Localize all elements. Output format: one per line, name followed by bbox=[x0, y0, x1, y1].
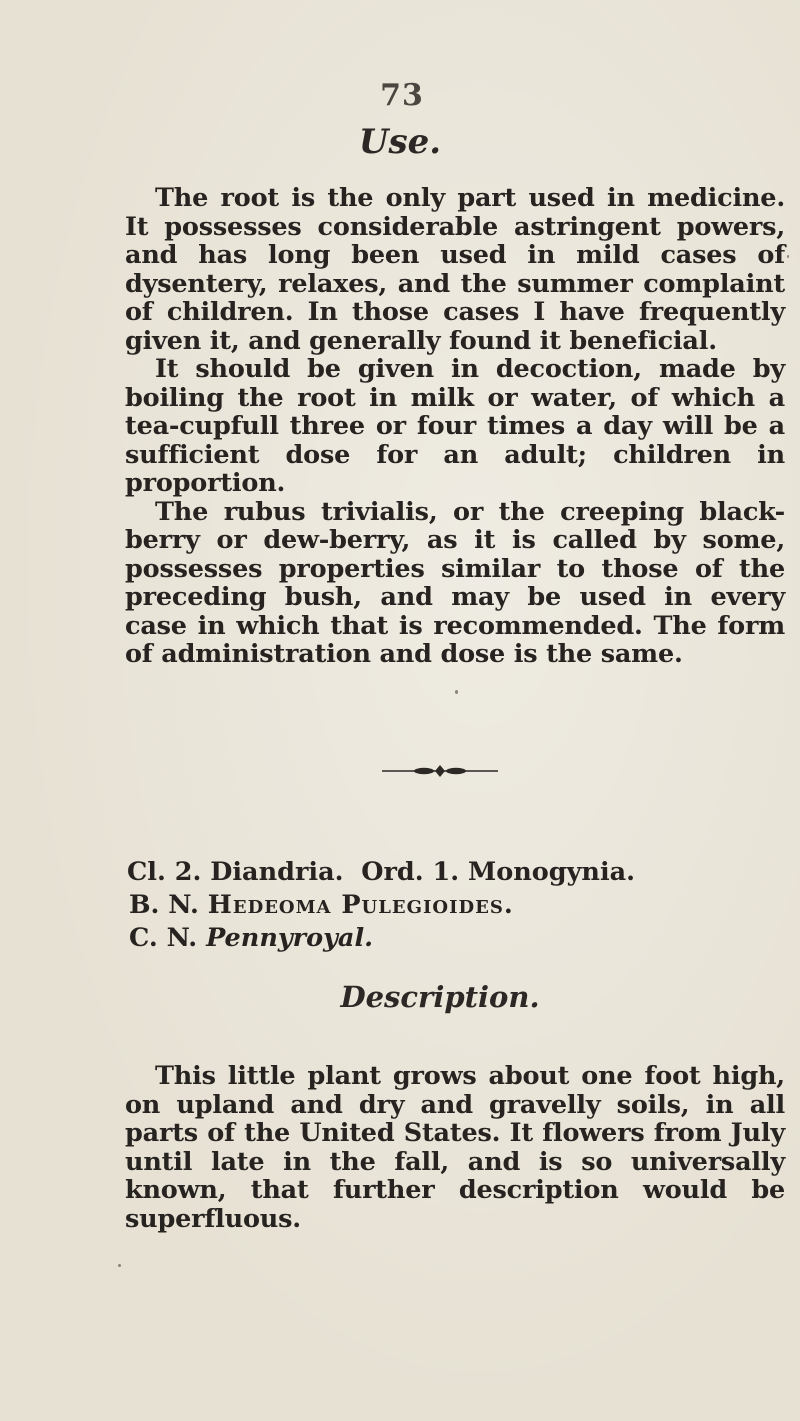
page-number: 73 bbox=[380, 78, 424, 113]
use-paragraph-root: The root is the only part used in medicine. It possesses considerable astringent powers, and has long been used in mild cases of dysentery, relaxes, and the summer complaint of children. In those cases I have frequently given it, and generally found it beneficial. bbox=[125, 183, 785, 356]
botanical-name: Hedeoma Pulegioides. bbox=[207, 890, 514, 920]
botanical-label: B. N. bbox=[129, 890, 199, 920]
paper-speck bbox=[455, 690, 458, 694]
order-name: Monogynia. bbox=[467, 857, 636, 887]
rule-center-diamond bbox=[435, 765, 445, 777]
description-paragraph: This little plant grows about one foot high, on upland and dry and gravelly soils, in all parts of the United States. It flowers from July until late in the fall, and is so universally known, that further description would be superfluous. bbox=[125, 1061, 785, 1234]
paper-speck bbox=[118, 1264, 121, 1267]
use-paragraph-rubus: The rubus trivialis, or the creeping black-berry or dew-berry, as it is called by some, possesses properties similar to those of the preceding bush, and may be used in every case in which that is recommended. The form of administration and dose is the same. bbox=[125, 496, 785, 669]
description-heading: Description. bbox=[340, 980, 540, 1014]
use-paragraph-decoction: It should be given in decoction, made by boiling the root in milk or water, of which a tea-cupfull three or four times a day will be a sufficient dose for an adult; children in proportion. bbox=[125, 354, 785, 498]
description-section-text bbox=[125, 1062, 785, 1233]
class-name: Diandria. bbox=[210, 857, 344, 887]
classification-block bbox=[127, 856, 787, 955]
order-label: Ord. 1. bbox=[361, 857, 460, 887]
class-label: Cl. 2. bbox=[127, 857, 202, 887]
paper-speck bbox=[787, 255, 789, 258]
common-label: C. N. bbox=[129, 923, 198, 953]
decorative-rule-ornament bbox=[380, 764, 500, 778]
common-name: Pennyroyal. bbox=[206, 923, 374, 953]
use-heading: Use. bbox=[358, 122, 442, 162]
classification-common-line bbox=[127, 922, 787, 955]
rule-left-swell bbox=[414, 768, 434, 774]
classification-botanical-line bbox=[127, 889, 787, 922]
use-section-text bbox=[125, 184, 785, 669]
classification-class-line bbox=[127, 856, 787, 889]
rule-right-swell bbox=[446, 768, 466, 774]
